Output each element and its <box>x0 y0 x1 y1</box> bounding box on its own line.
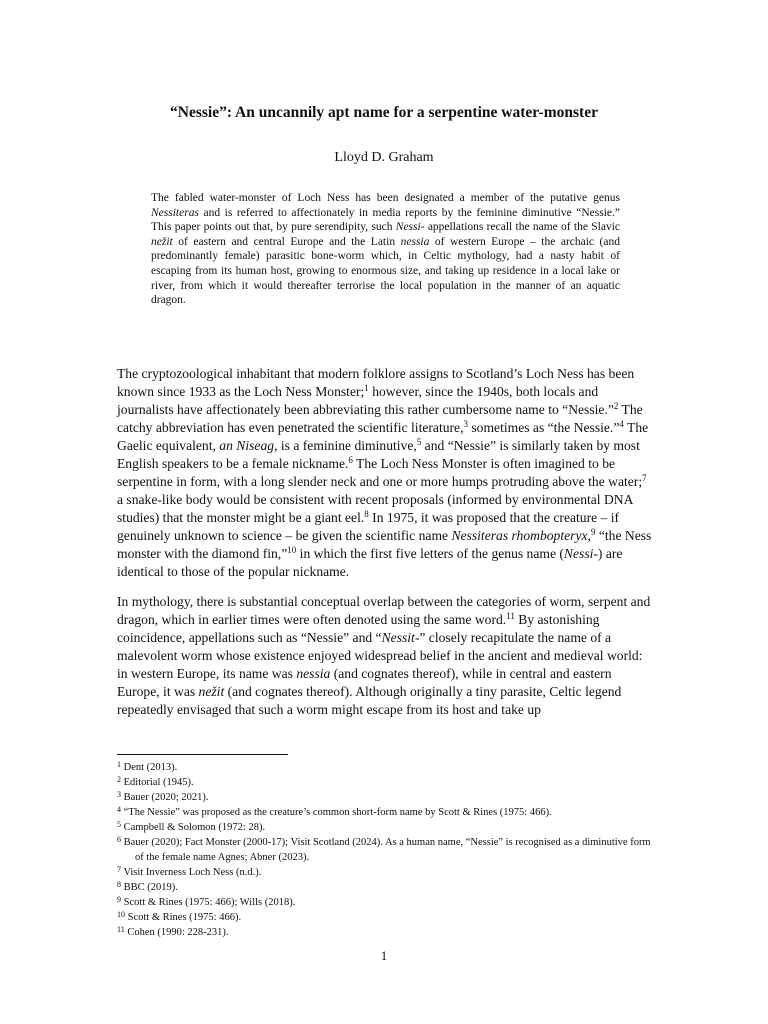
body-paragraph-2: In mythology, there is substantial conceptual overlap between the categories of worm, serpent and dragon, which in earlier times were often denoted using the same word.$^{11}$ By astonishing coincidence, appellations such as “Nessie” and “Nessit-” closely recapitulate the name of a malevolent worm whose existence enjoyed widespread belief in the ancient and medieval world: in western Europe, its name was nessia (and cognates thereof), while in central and eastern Europe, it was nežit (and cognates thereof). Although originally a tiny parasite, Celtic legend repeatedly envisaged that such a worm might escape from its host and take up <box>117 594 651 717</box>
footnote-item: $^8$ BBC (2019). <box>117 880 178 893</box>
footnote-ref[interactable]: 2 <box>613 401 619 411</box>
abstract: The fabled water-monster of Loch Ness has been designated a member of the putative genus Nessiteras and is referred to affectionately in media reports by the feminine diminutive “Nessie.” This paper points out that, by pure serendipity, such Nessi- appellations recall the name of the Slavic nežit of eastern and central Europe and the Latin nessia of western Europe – the archaic (and predominantly female) parasitic bone-worm which, in Celtic mythology, had a nasty habit of escaping from its human host, growing to enormous size, and taking up residence in a local lake or river, from which it would thereafter terrorise the local population in the manner of an aquatic dragon. <box>151 192 620 307</box>
footnote-item: $^{10}$ Scott & Rines (1975: 466). <box>117 910 242 923</box>
author-name: Lloyd D. Graham <box>334 150 434 165</box>
footnote-ref[interactable]: 4 <box>619 419 624 429</box>
footnotes-list <box>117 760 653 940</box>
footnote-item: $^{11}$ Cohen (1990: 228-231). <box>117 925 229 938</box>
footnote-item: $^7$ Visit Inverness Loch Ness (n.d.). <box>117 865 262 878</box>
footnote-ref[interactable]: 8 <box>364 509 369 519</box>
footnote-ref[interactable]: 9 <box>590 527 596 537</box>
paper-title: “Nessie”: An uncannily apt name for a serpentine water-monster <box>170 104 598 121</box>
body-paragraph-1: The cryptozoological inhabitant that modern folklore assigns to Scotland’s Loch Ness has been known since 1933 as the Loch Ness Monster;$^1$ however, since the 1940s, both locals and journalists have affectionately been abbreviating this rather cumbersome name to “Nessie.”$^2$ The catchy abbreviation has even penetrated the scientific literature,$^3$ sometimes as “the Nessie.”$^4$ The Gaelic equivalent, an Niseag, is a feminine diminutive,$^5$ and “Nessie” is similarly taken by most English speakers to be a female nickname.$^6$ The Loch Ness Monster is often imagined to be serpentine in form, with a long slender neck and one or more humps protruding above the water;$^7$ a snake-like body would be consistent with recent proposals (informed by environmental DNA studies) that the monster might be a giant eel.$^8$ In 1975, it was proposed that the creature – if genuinely unknown to science – be given the scientific name Nessiteras rhombopteryx,$^9$ “the Ness monster with the diamond fin,”$^{10}$ in which the first five letters of the genus name (Nessi-) are identical to those of the popular nickname. <box>117 366 652 579</box>
footnote-ref[interactable]: 10 <box>287 545 297 555</box>
footnote-ref[interactable]: 11 <box>506 611 515 621</box>
body-text <box>117 365 653 731</box>
footnote-item: $^3$ Bauer (2020; 2021). <box>117 790 209 803</box>
footnote-ref[interactable]: 5 <box>416 437 422 447</box>
footnote-item: $^2$ Editorial (1945). <box>117 775 194 788</box>
footnote-ref[interactable]: 6 <box>348 455 353 465</box>
footnote-item: $^1$ Dent (2013). <box>117 760 178 773</box>
footnote-divider <box>117 754 288 755</box>
footnote-item: $^4$ “The Nessie” was proposed as the creature’s common short-form name by Scott & Rines (1975: 466). <box>117 805 552 818</box>
page-number: 1 <box>380 948 388 963</box>
footnote-item: $^9$ Scott & Rines (1975: 466); Wills (2018). <box>117 895 296 908</box>
footnote-item: $^6$ Bauer (2020); Fact Monster (2000-17); Visit Scotland (2024). As a human name, “Nessie” is recognised as a diminutive form of the female name Agnes; Abner (2023). <box>117 835 651 863</box>
footnote-ref[interactable]: 3 <box>463 419 468 429</box>
footnote-ref[interactable]: 7 <box>642 473 647 483</box>
footnote-item: $^5$ Campbell & Solomon (1972: 28). <box>117 820 266 833</box>
footnote-ref[interactable]: 1 <box>364 383 369 393</box>
